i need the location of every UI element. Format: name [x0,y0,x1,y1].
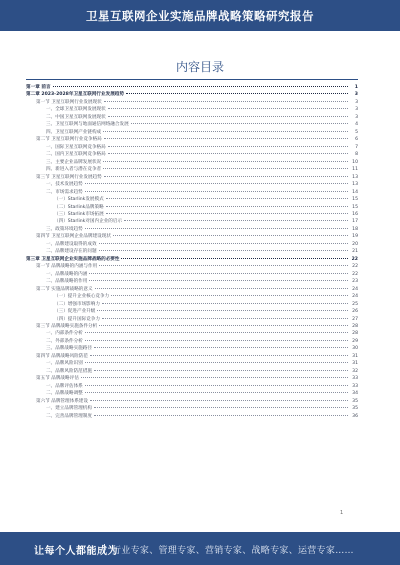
toc-list [26,84,358,420]
toc-entry-title: 二、市场需求趋势 [46,189,83,195]
toc-entry[interactable] [26,189,358,196]
toc-entry-page: 11 [352,167,358,173]
toc-entry[interactable] [26,338,358,345]
toc-entry[interactable] [26,159,358,166]
toc-entry-page: 6 [355,137,358,143]
toc-entry-page: 26 [352,309,358,315]
toc-entry-title: 一、品牌战略的内涵 [46,271,88,277]
toc-entry-page: 13 [352,174,358,180]
toc-entry[interactable] [26,226,358,233]
toc-entry-page: 27 [352,316,358,322]
toc-entry-title: 第一节 品牌战略的内涵与作用 [36,264,98,270]
toc-entry-page: 34 [352,391,358,397]
toc-entry-title: 二、品牌战略调整 [46,391,83,397]
toc-entry-title: 二、完善品牌管理制度 [46,413,92,419]
toc-entry[interactable] [26,136,358,143]
toc-dot-leader [108,146,348,147]
toc-dot-leader [108,116,348,117]
toc-dot-leader [53,86,348,87]
toc-entry-title: （二）增强市场影响力 [54,301,100,307]
toc-entry[interactable] [26,241,358,248]
toc-entry-page: 24 [352,294,358,300]
toc-dot-leader [90,355,348,356]
toc-entry[interactable] [26,218,358,225]
toc-entry[interactable] [26,398,358,405]
toc-entry[interactable] [26,330,358,337]
toc-dot-leader [103,161,348,162]
toc-dot-leader [106,198,348,199]
toc-entry[interactable] [26,345,358,352]
toc-dot-leader [94,370,348,371]
toc-entry-page: 17 [352,219,358,225]
page-number: 1 [340,510,344,516]
report-title: 卫星互联网企业实施品牌战略策略研究报告 [86,9,314,23]
toc-entry-title: 四、新进入者与潜在竞争者 [46,167,102,173]
toc-dot-leader [102,303,348,304]
toc-entry-page: 19 [352,234,358,240]
toc-entry[interactable] [26,91,358,98]
toc-entry-title: （三）促进产业升级 [54,309,96,315]
toc-entry-page: 14 [352,189,358,195]
toc-entry[interactable] [26,256,358,263]
toc-dot-leader [94,407,348,408]
toc-entry-page: 31 [352,361,358,367]
toc-entry-page: 25 [352,301,358,307]
toc-entry-title: （四）提升国际竞争力 [54,316,100,322]
toc-dot-leader [108,108,348,109]
toc-entry-title: 二、中国卫星互联网发展现状 [46,114,106,120]
toc-entry-title: 第三节 卫星互联网行业发展趋势 [36,174,102,180]
toc-dot-leader [85,191,348,192]
footer-slogan: 行业专家、管理专家、营销专家、战略专家、运营专家…… [112,543,354,556]
toc-entry-title: （三）Starlink市场拓展 [54,211,104,217]
header-bar [0,0,400,31]
toc-entry-page: 5 [355,129,358,135]
toc-entry-title: 二、外部条件分析 [46,338,83,344]
toc-entry[interactable] [26,99,358,106]
toc-dot-leader [106,206,348,207]
toc-entry-page: 13 [352,182,358,188]
toc-entry-title: 三、品牌战略实施路径 [46,346,92,352]
toc-entry-title: 一、品牌评估体系 [46,383,83,389]
toc-entry-title: 一、品牌建设取得的成效 [46,241,97,247]
toc-entry-title: 一、品牌风险识别 [46,361,83,367]
toc-entry-page: 32 [352,368,358,374]
toc-entry[interactable] [26,286,358,293]
toc-entry[interactable] [26,144,358,151]
toc-entry-title: 第二节 实施品牌战略的意义 [36,286,93,292]
toc-entry[interactable] [26,233,358,240]
toc-entry-page: 8 [355,152,358,158]
toc-entry-title: （四）Starlink对国内企业的启示 [54,219,123,225]
toc-entry-title: 二、国内卫星互联网竞争格局 [46,152,106,158]
toc-entry-title: 第一章 前言 [26,85,51,90]
toc-entry[interactable] [26,106,358,113]
toc-dot-leader [111,295,348,296]
toc-dot-leader [94,415,348,416]
toc-dot-leader [103,168,348,169]
toc-entry-title: 三、政策环境趋势 [46,226,83,232]
toc-entry-page: 22 [352,264,358,270]
toc-entry-page: 28 [352,331,358,337]
toc-entry-title: 第一节 卫星互联网行业发展现状 [36,99,102,105]
toc-entry[interactable] [26,293,358,300]
toc-entry[interactable] [26,383,358,390]
toc-dot-leader [94,347,348,348]
toc-entry-title: 第三章 卫星互联网企业实施品牌战略的必要性 [26,256,120,262]
toc-entry-title: 第二章 2023-2028年卫星互联网行业发展趋势 [26,92,124,98]
toc-dot-leader [85,392,348,393]
toc-entry-page: 20 [352,241,358,247]
toc-entry-title: 三、卫星互联网与地面通信网络融合发展 [46,122,129,128]
toc-title: 内容目录 [175,60,224,74]
toc-dot-leader [90,400,348,401]
toc-dot-leader [104,138,348,139]
toc-entry-title: 一、内部条件分析 [46,331,83,337]
toc-entry-title: 第五节 品牌战略评估 [36,376,79,382]
toc-entry-page: 22 [351,256,358,262]
toc-entry[interactable] [26,301,358,308]
toc-dot-leader [104,176,348,177]
toc-dot-leader [108,153,348,154]
toc-entry[interactable] [26,316,358,323]
toc-dot-leader [124,220,348,221]
toc-entry-page: 36 [352,413,358,419]
toc-dot-leader [106,213,348,214]
toc-entry-page: 29 [352,338,358,344]
toc-entry[interactable] [26,204,358,211]
toc-entry[interactable] [26,368,358,375]
toc-entry-page: 35 [352,398,358,404]
toc-entry-title: 一、国际卫星互联网竞争格局 [46,144,106,150]
toc-dot-leader [97,310,348,311]
toc-entry-page: 21 [352,249,358,255]
toc-dot-leader [95,288,348,289]
toc-entry[interactable] [26,405,358,412]
toc-entry-title: 一、技术发展趋势 [46,182,83,188]
toc-entry[interactable] [26,121,358,128]
toc-entry[interactable] [26,196,358,203]
toc-entry-title: 第四节 卫星互联网企业品牌建设现状 [36,234,111,240]
footer-brand-text: 让每个人都能成为 [34,546,118,557]
toc-entry[interactable] [26,413,358,420]
toc-entry-page: 28 [352,324,358,329]
toc-dot-leader [85,183,348,184]
toc-entry[interactable] [26,390,358,397]
toc-entry[interactable] [26,375,358,382]
toc-entry-title: （二）Starlink品牌策略 [54,204,104,210]
footer-bar [0,532,400,565]
toc-entry-title: 二、品牌建设存在的问题 [46,249,97,255]
toc-entry[interactable] [26,308,358,315]
toc-entry-title: 三、主要企业品牌发展状况 [46,159,102,165]
toc-dot-leader [99,325,348,326]
toc-entry-page: 33 [352,376,358,382]
toc-entry[interactable] [26,174,358,181]
toc-dot-leader [89,280,348,281]
toc-entry[interactable] [26,248,358,255]
toc-entry[interactable] [26,353,358,360]
toc-entry-page: 33 [352,383,358,389]
toc-entry-page: 3 [355,114,358,120]
toc-dot-leader [103,131,348,132]
toc-entry-page: 16 [352,211,358,217]
toc-dot-leader [85,228,348,229]
toc-entry-title: 第二节 卫星互联网行业竞争格局 [36,137,102,143]
toc-dot-leader [104,101,348,102]
toc-entry-page: 10 [352,159,358,165]
toc-entry-page: 18 [352,226,358,232]
toc-dot-leader [85,340,348,341]
toc-entry-title: 第三节 品牌战略实施条件分析 [36,324,98,329]
toc-entry-title: 第四节 品牌战略风险防范 [36,353,88,359]
toc-entry-title: 二、品牌战略的作用 [46,279,88,285]
toc-entry-page: 22 [352,271,358,277]
toc-entry-page: 7 [355,144,358,150]
toc-dot-leader [102,318,348,319]
toc-dot-leader [85,362,348,363]
toc-dot-leader [81,377,348,378]
toc-dot-leader [131,123,348,124]
toc-entry[interactable] [26,360,358,367]
toc-dot-leader [99,265,348,266]
toc-dot-leader [89,273,348,274]
toc-entry-page: 3 [355,107,358,113]
toc-entry[interactable] [26,271,358,278]
toc-entry-title: 一、建立品牌管理机构 [46,406,92,412]
toc-entry-page: 1 [354,85,358,90]
toc-entry-page: 3 [355,99,358,105]
toc-entry-page: 23 [352,279,358,285]
toc-entry-page: 4 [355,122,358,128]
toc-entry[interactable] [26,166,358,173]
toc-dot-leader [85,385,348,386]
toc-entry[interactable] [26,263,358,270]
toc-entry[interactable] [26,278,358,285]
toc-dot-leader [126,93,348,94]
toc-entry-title: 第六节 品牌管理体系建设 [36,398,88,404]
toc-dot-leader [99,243,348,244]
toc-entry[interactable] [26,84,358,91]
toc-dot-leader [113,235,348,236]
toc-dot-leader [85,332,348,333]
toc-entry-title: （一）提升企业核心竞争力 [54,294,110,300]
toc-entry[interactable] [26,129,358,136]
toc-title-divider [26,79,358,80]
toc-entry-page: 31 [352,353,358,359]
toc-dot-leader [99,250,348,251]
toc-entry-title: （一）Starlink发展模式 [54,197,104,203]
toc-entry[interactable] [26,181,358,188]
toc-entry-title: 二、品牌风险防范措施 [46,368,92,374]
toc-entry[interactable] [26,151,358,158]
toc-entry-page: 35 [352,406,358,412]
toc-entry-page: 15 [352,204,358,210]
toc-entry[interactable] [26,323,358,330]
toc-entry-page: 24 [352,286,358,292]
toc-entry-page: 3 [354,92,358,98]
toc-entry-page: 15 [352,197,358,203]
toc-entry[interactable] [26,114,358,121]
toc-entry[interactable] [26,211,358,218]
toc-entry-title: 一、全球卫星互联网发展现状 [46,107,106,113]
toc-entry-title: 四、卫星互联网产业链构成 [46,129,102,135]
toc-entry-page: 30 [352,346,358,352]
toc-dot-leader [121,258,348,259]
